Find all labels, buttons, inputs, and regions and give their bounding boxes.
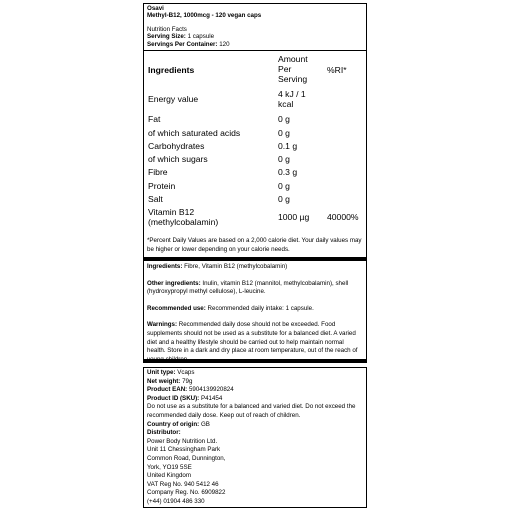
warnings-text: Recommended daily dose should not be exceeded. Food supplements should not be used as a substitute for a balanced diet. A varied diet and a healthy lifestyle should be carried out to help maintain normal health. Store in a dark and dry place at room temperature, out of the reach of young children. xyxy=(147,321,358,363)
distributor-line: Company Reg. No. 6909822 xyxy=(147,489,226,497)
servings-label: Servings Per Container: xyxy=(147,40,218,48)
row-amount: 0 g xyxy=(278,114,290,124)
row-name: Carbohydrates xyxy=(148,141,205,151)
brand-name: Osavi xyxy=(147,5,164,12)
row-name: of which saturated acids xyxy=(148,128,241,138)
row-name: of which sugars xyxy=(148,154,208,164)
net-weight-label: Net weight: xyxy=(147,377,181,385)
distributor-line: Unit 11 Chessingham Park xyxy=(147,446,221,454)
col-amount xyxy=(278,54,308,84)
country-of-origin xyxy=(147,421,363,430)
servings-value: 120 xyxy=(219,40,230,48)
col-amount-line-2: Per xyxy=(278,64,292,74)
row-name: Salt xyxy=(148,194,163,204)
ean-label: Product EAN: xyxy=(147,386,188,394)
other-ingredients-label: Other ingredients: xyxy=(147,279,201,287)
warnings-label: Warnings: xyxy=(147,321,178,329)
other-ingredients-text: Inulin, vitamin B12 (mannitol, methylcobalamin), shell (hydroxypropyl methyl cellulose), L-leucine. xyxy=(147,279,349,296)
distributor-line: United Kingdom xyxy=(147,472,192,480)
product-sku xyxy=(147,395,363,404)
ingredients-line xyxy=(147,263,363,272)
row-amount: 0 g xyxy=(278,154,290,164)
row-amount: 1000 µg xyxy=(278,212,310,222)
product-info-box xyxy=(143,367,367,508)
recommended-use-text: Recommended daily intake: 1 capsule. xyxy=(207,304,314,312)
sku-label: Product ID (SKU): xyxy=(147,394,200,402)
serving-size-label: Serving Size: xyxy=(147,33,186,41)
row-amount: 0.1 g xyxy=(278,141,298,151)
product-header xyxy=(143,3,367,50)
row-name-line-1: Vitamin B12 xyxy=(148,207,195,217)
row-name: Fat xyxy=(148,114,161,124)
distributor xyxy=(147,429,363,438)
row-name: Energy value xyxy=(148,94,199,104)
row-name: Fibre xyxy=(148,167,168,177)
warnings-line xyxy=(147,321,363,364)
serving-size-value: 1 capsule xyxy=(187,33,215,41)
facts-title: Nutrition Facts xyxy=(147,25,187,33)
distributor-line: (+44) 01904 486 330 xyxy=(147,497,205,505)
net-weight xyxy=(147,378,363,387)
serving-size xyxy=(147,33,363,40)
ingredients-text: Fibre, Vitamin B12 (methylcobalamin) xyxy=(184,263,288,270)
row-amount-line-2: kcal xyxy=(278,99,294,109)
row-amount-line-1: 4 kJ / 1 xyxy=(278,89,306,99)
row-name-line-2: (methylcobalamin) xyxy=(148,217,219,227)
origin-value: GB xyxy=(200,420,210,428)
servings-per-container xyxy=(147,41,363,48)
row-amount: 0.3 g xyxy=(278,167,298,177)
row-amount: 0 g xyxy=(278,194,290,204)
unit-type-value: Vcaps xyxy=(177,369,195,376)
distributor-line: Power Body Nutrition Ltd. xyxy=(147,437,218,445)
distributor-label: Distributor: xyxy=(147,429,181,437)
col-ri: %RI* xyxy=(327,65,347,75)
row-ri: 40000% xyxy=(327,212,359,222)
other-ingredients-line xyxy=(147,280,363,297)
col-ingredients: Ingredients xyxy=(148,65,195,75)
distributor-line: VAT Reg No. 940 5412 46 xyxy=(147,480,219,488)
distributor-line: York, YO19 5SE xyxy=(147,463,192,471)
row-amount: 0 g xyxy=(278,128,290,138)
nutrition-facts-table xyxy=(143,50,367,261)
unit-type xyxy=(147,369,363,378)
distributor-line: Common Road, Dunnington, xyxy=(147,454,226,462)
daily-values-footnote: *Percent Daily Values are based on a 2,000 calorie diet. Your daily values may be higher or lower depending on your calorie needs. xyxy=(147,237,362,253)
ingredients-label: Ingredients: xyxy=(147,263,183,270)
sku-value: P41454 xyxy=(200,394,223,402)
row-amount: 0 g xyxy=(278,181,290,191)
unit-type-label: Unit type: xyxy=(147,369,176,376)
ean-value: 5904139920824 xyxy=(188,386,234,394)
recommended-use-label: Recommended use: xyxy=(147,304,206,312)
product-ean xyxy=(147,386,363,395)
origin-label: Country of origin: xyxy=(147,420,200,428)
recommended-use-line xyxy=(147,305,363,314)
product-title: Methyl-B12, 1000mcg - 120 vegan caps xyxy=(147,12,262,20)
row-name: Protein xyxy=(148,181,176,191)
col-amount-line-3: Serving xyxy=(278,74,308,84)
row-amount xyxy=(278,89,306,109)
col-amount-line-1: Amount xyxy=(278,54,308,64)
row-name xyxy=(148,207,218,227)
net-weight-value: 79g xyxy=(182,377,193,385)
ingredients-box xyxy=(143,261,367,363)
disclaimer: Do not use as a substitute for a balanced and varied diet. Do not exceed the recommended daily dose. Keep out of reach of children. xyxy=(147,403,356,419)
